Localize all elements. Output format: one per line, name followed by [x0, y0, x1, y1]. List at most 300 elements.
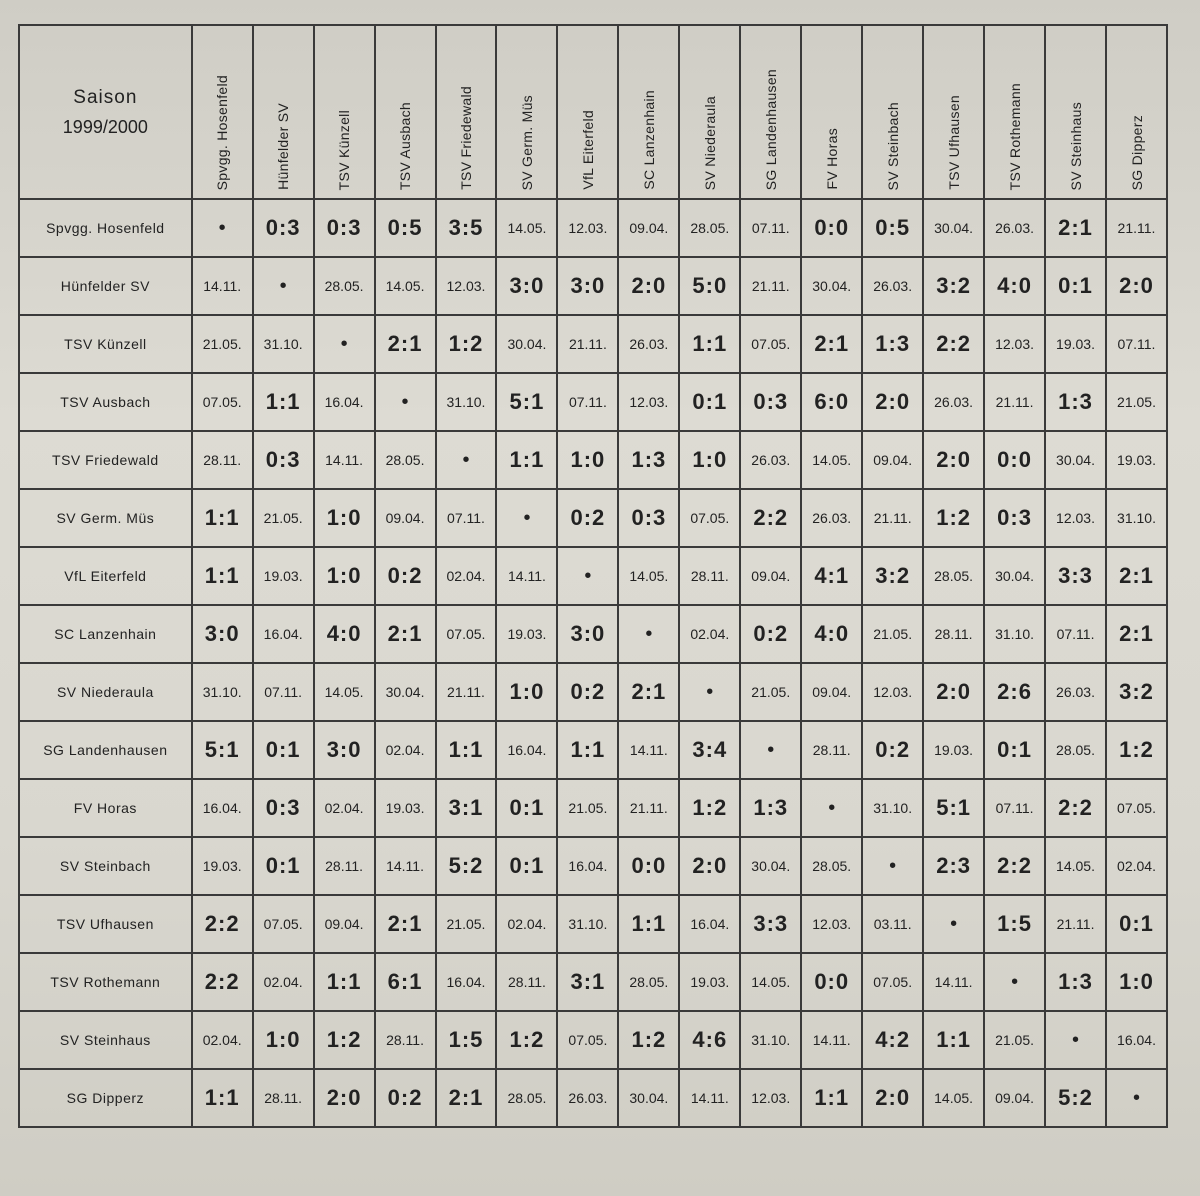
column-header-label: Hünfelder SV	[275, 103, 292, 190]
date-cell: 09.04.	[862, 431, 923, 489]
date-cell: 30.04.	[375, 663, 436, 721]
row-header-team: TSV Ufhausen	[19, 895, 192, 953]
result-cell: 0:0	[984, 431, 1045, 489]
date-cell: 21.05.	[436, 895, 497, 953]
table-row	[19, 663, 1167, 721]
result-cell: 5:2	[436, 837, 497, 895]
date-cell: 07.11.	[740, 199, 801, 257]
date-cell: 21.11.	[1106, 199, 1167, 257]
result-cell: 0:1	[984, 721, 1045, 779]
date-cell: 14.05.	[923, 1069, 984, 1127]
row-header-team: VfL Eiterfeld	[19, 547, 192, 605]
date-cell: 19.03.	[1045, 315, 1106, 373]
result-cell: 4:6	[679, 1011, 740, 1069]
row-header-team: SV Niederaula	[19, 663, 192, 721]
result-cell: 0:3	[984, 489, 1045, 547]
self-match-cell: •	[253, 257, 314, 315]
column-header-label: TSV Künzell	[336, 109, 353, 190]
result-cell: 2:3	[923, 837, 984, 895]
date-cell: 28.11.	[679, 547, 740, 605]
date-cell: 31.10.	[192, 663, 253, 721]
result-cell: 2:1	[375, 895, 436, 953]
date-cell: 14.05.	[801, 431, 862, 489]
date-cell: 02.04.	[192, 1011, 253, 1069]
date-cell: 19.03.	[679, 953, 740, 1011]
table-row	[19, 895, 1167, 953]
table-row	[19, 257, 1167, 315]
date-cell: 21.11.	[862, 489, 923, 547]
column-header-label: TSV Friedewald	[457, 86, 474, 190]
date-cell: 21.05.	[253, 489, 314, 547]
date-cell: 07.05.	[436, 605, 497, 663]
result-cell: 6:0	[801, 373, 862, 431]
result-cell: 1:1	[314, 953, 375, 1011]
result-cell: 2:2	[192, 953, 253, 1011]
date-cell: 14.11.	[679, 1069, 740, 1127]
date-cell: 26.03.	[984, 199, 1045, 257]
row-header-team: SV Steinbach	[19, 837, 192, 895]
result-cell: 4:0	[314, 605, 375, 663]
column-header-label: Spvgg. Hosenfeld	[214, 74, 231, 190]
result-cell: 1:3	[740, 779, 801, 837]
date-cell: 16.04.	[1106, 1011, 1167, 1069]
date-cell: 21.11.	[740, 257, 801, 315]
result-cell: 3:3	[1045, 547, 1106, 605]
date-cell: 07.05.	[740, 315, 801, 373]
result-cell: 1:1	[496, 431, 557, 489]
date-cell: 02.04.	[253, 953, 314, 1011]
result-cell: 1:1	[192, 547, 253, 605]
self-match-cell: •	[740, 721, 801, 779]
table-row	[19, 779, 1167, 837]
row-header-team: TSV Friedewald	[19, 431, 192, 489]
date-cell: 30.04.	[923, 199, 984, 257]
result-cell: 5:1	[496, 373, 557, 431]
date-cell: 21.05.	[1106, 373, 1167, 431]
result-cell: 0:1	[496, 837, 557, 895]
result-cell: 2:0	[862, 373, 923, 431]
result-cell: 0:3	[253, 199, 314, 257]
self-match-cell: •	[496, 489, 557, 547]
result-cell: 2:0	[618, 257, 679, 315]
self-match-cell: •	[314, 315, 375, 373]
result-cell: 5:0	[679, 257, 740, 315]
row-header-team: Spvgg. Hosenfeld	[19, 199, 192, 257]
result-cell: 2:2	[923, 315, 984, 373]
result-cell: 2:0	[1106, 257, 1167, 315]
self-match-cell: •	[801, 779, 862, 837]
date-cell: 26.03.	[1045, 663, 1106, 721]
date-cell: 21.05.	[557, 779, 618, 837]
date-cell: 28.05.	[618, 953, 679, 1011]
result-cell: 0:1	[496, 779, 557, 837]
result-cell: 1:5	[436, 1011, 497, 1069]
date-cell: 28.05.	[1045, 721, 1106, 779]
date-cell: 09.04.	[984, 1069, 1045, 1127]
date-cell: 30.04.	[1045, 431, 1106, 489]
date-cell: 21.05.	[192, 315, 253, 373]
date-cell: 30.04.	[801, 257, 862, 315]
date-cell: 09.04.	[740, 547, 801, 605]
date-cell: 31.10.	[253, 315, 314, 373]
self-match-cell: •	[557, 547, 618, 605]
date-cell: 14.11.	[496, 547, 557, 605]
result-cell: 0:1	[1045, 257, 1106, 315]
result-cell: 1:2	[496, 1011, 557, 1069]
date-cell: 14.05.	[618, 547, 679, 605]
result-cell: 0:2	[557, 489, 618, 547]
column-header-team	[984, 25, 1045, 199]
result-cell: 2:2	[1045, 779, 1106, 837]
date-cell: 14.05.	[496, 199, 557, 257]
date-cell: 30.04.	[618, 1069, 679, 1127]
result-cell: 2:1	[375, 605, 436, 663]
date-cell: 19.03.	[1106, 431, 1167, 489]
date-cell: 16.04.	[557, 837, 618, 895]
result-cell: 0:5	[862, 199, 923, 257]
date-cell: 21.11.	[436, 663, 497, 721]
date-cell: 14.05.	[740, 953, 801, 1011]
column-header-team	[436, 25, 497, 199]
date-cell: 31.10.	[436, 373, 497, 431]
date-cell: 28.11.	[496, 953, 557, 1011]
table-row	[19, 1011, 1167, 1069]
result-cell: 1:1	[436, 721, 497, 779]
result-cell: 1:0	[557, 431, 618, 489]
date-cell: 16.04.	[314, 373, 375, 431]
result-cell: 1:3	[1045, 953, 1106, 1011]
result-cell: 4:0	[801, 605, 862, 663]
result-cell: 2:2	[192, 895, 253, 953]
date-cell: 28.05.	[496, 1069, 557, 1127]
column-header-team	[375, 25, 436, 199]
date-cell: 16.04.	[253, 605, 314, 663]
result-cell: 5:1	[923, 779, 984, 837]
table-row	[19, 315, 1167, 373]
result-cell: 0:0	[618, 837, 679, 895]
result-cell: 0:1	[679, 373, 740, 431]
date-cell: 02.04.	[1106, 837, 1167, 895]
date-cell: 19.03.	[192, 837, 253, 895]
date-cell: 21.11.	[1045, 895, 1106, 953]
date-cell: 28.11.	[192, 431, 253, 489]
result-cell: 0:1	[253, 837, 314, 895]
result-cell: 6:1	[375, 953, 436, 1011]
result-cell: 0:2	[375, 1069, 436, 1127]
column-header-label: TSV Ufhausen	[945, 95, 962, 190]
date-cell: 16.04.	[679, 895, 740, 953]
result-cell: 1:0	[496, 663, 557, 721]
result-cell: 1:3	[618, 431, 679, 489]
date-cell: 07.05.	[253, 895, 314, 953]
date-cell: 07.11.	[436, 489, 497, 547]
result-cell: 1:1	[192, 1069, 253, 1127]
result-cell: 2:6	[984, 663, 1045, 721]
date-cell: 09.04.	[801, 663, 862, 721]
result-cell: 2:1	[1106, 547, 1167, 605]
table-row	[19, 953, 1167, 1011]
table-row	[19, 721, 1167, 779]
result-cell: 3:0	[496, 257, 557, 315]
season-title: Saison	[73, 86, 138, 108]
date-cell: 02.04.	[436, 547, 497, 605]
column-header-label: SV Germ. Müs	[518, 94, 535, 190]
result-cell: 1:1	[923, 1011, 984, 1069]
date-cell: 14.11.	[618, 721, 679, 779]
date-cell: 21.11.	[557, 315, 618, 373]
date-cell: 07.11.	[253, 663, 314, 721]
result-cell: 2:2	[984, 837, 1045, 895]
result-cell: 2:1	[375, 315, 436, 373]
self-match-cell: •	[375, 373, 436, 431]
result-cell: 1:2	[436, 315, 497, 373]
date-cell: 03.11.	[862, 895, 923, 953]
date-cell: 07.11.	[557, 373, 618, 431]
result-cell: 3:1	[436, 779, 497, 837]
date-cell: 02.04.	[375, 721, 436, 779]
date-cell: 07.05.	[192, 373, 253, 431]
date-cell: 26.03.	[862, 257, 923, 315]
row-header-team: SC Lanzenhain	[19, 605, 192, 663]
result-cell: 0:3	[253, 431, 314, 489]
results-crosstable	[18, 24, 1168, 1128]
column-header-team	[801, 25, 862, 199]
date-cell: 14.05.	[1045, 837, 1106, 895]
result-cell: 3:0	[314, 721, 375, 779]
self-match-cell: •	[984, 953, 1045, 1011]
column-header-team	[862, 25, 923, 199]
date-cell: 21.05.	[862, 605, 923, 663]
date-cell: 21.11.	[618, 779, 679, 837]
date-cell: 21.05.	[984, 1011, 1045, 1069]
result-cell: 1:0	[253, 1011, 314, 1069]
date-cell: 28.05.	[923, 547, 984, 605]
result-cell: 0:5	[375, 199, 436, 257]
self-match-cell: •	[679, 663, 740, 721]
column-header-team	[253, 25, 314, 199]
date-cell: 28.05.	[801, 837, 862, 895]
result-cell: 0:2	[862, 721, 923, 779]
date-cell: 26.03.	[740, 431, 801, 489]
date-cell: 12.03.	[984, 315, 1045, 373]
row-header-team: TSV Künzell	[19, 315, 192, 373]
column-header-label: SV Steinhaus	[1067, 101, 1084, 190]
column-header-label: TSV Rothemann	[1006, 82, 1023, 190]
date-cell: 02.04.	[679, 605, 740, 663]
result-cell: 0:3	[618, 489, 679, 547]
result-cell: 0:1	[1106, 895, 1167, 953]
table-row	[19, 547, 1167, 605]
date-cell: 28.11.	[314, 837, 375, 895]
date-cell: 12.03.	[618, 373, 679, 431]
date-cell: 07.05.	[1106, 779, 1167, 837]
row-header-team: Hünfelder SV	[19, 257, 192, 315]
date-cell: 07.11.	[1045, 605, 1106, 663]
row-header-team: TSV Ausbach	[19, 373, 192, 431]
table-row	[19, 199, 1167, 257]
date-cell: 21.11.	[984, 373, 1045, 431]
result-cell: 3:0	[192, 605, 253, 663]
result-cell: 2:0	[314, 1069, 375, 1127]
self-match-cell: •	[1045, 1011, 1106, 1069]
result-cell: 1:2	[1106, 721, 1167, 779]
date-cell: 14.05.	[314, 663, 375, 721]
date-cell: 19.03.	[253, 547, 314, 605]
result-cell: 2:2	[740, 489, 801, 547]
result-cell: 2:1	[436, 1069, 497, 1127]
result-cell: 1:3	[1045, 373, 1106, 431]
column-header-team	[740, 25, 801, 199]
date-cell: 16.04.	[436, 953, 497, 1011]
date-cell: 14.11.	[192, 257, 253, 315]
column-header-team	[314, 25, 375, 199]
column-header-team	[192, 25, 253, 199]
date-cell: 14.05.	[375, 257, 436, 315]
column-header-label: SG Landenhausen	[762, 68, 779, 190]
season-years: 1999/2000	[62, 116, 148, 137]
result-cell: 3:0	[557, 257, 618, 315]
result-cell: 1:1	[557, 721, 618, 779]
result-cell: 2:1	[618, 663, 679, 721]
column-header-label: VfL Eiterfeld	[579, 110, 596, 190]
date-cell: 07.05.	[557, 1011, 618, 1069]
column-header-label: SG Dipperz	[1128, 114, 1145, 190]
date-cell: 30.04.	[740, 837, 801, 895]
result-cell: 0:1	[253, 721, 314, 779]
result-cell: 1:2	[618, 1011, 679, 1069]
result-cell: 4:2	[862, 1011, 923, 1069]
result-cell: 3:3	[740, 895, 801, 953]
result-cell: 1:0	[314, 547, 375, 605]
date-cell: 09.04.	[314, 895, 375, 953]
table-row	[19, 431, 1167, 489]
result-cell: 1:1	[679, 315, 740, 373]
date-cell: 07.11.	[984, 779, 1045, 837]
header-row	[19, 25, 1167, 199]
self-match-cell: •	[862, 837, 923, 895]
table-row	[19, 489, 1167, 547]
date-cell: 12.03.	[436, 257, 497, 315]
date-cell: 26.03.	[557, 1069, 618, 1127]
column-header-label: TSV Ausbach	[397, 101, 414, 190]
result-cell: 1:1	[618, 895, 679, 953]
result-cell: 3:2	[862, 547, 923, 605]
self-match-cell: •	[436, 431, 497, 489]
date-cell: 14.11.	[314, 431, 375, 489]
column-header-label: SV Steinbach	[884, 101, 901, 190]
result-cell: 5:1	[192, 721, 253, 779]
result-cell: 0:0	[801, 199, 862, 257]
season-label	[19, 25, 192, 199]
self-match-cell: •	[192, 199, 253, 257]
column-header-team	[1045, 25, 1106, 199]
result-cell: 3:2	[1106, 663, 1167, 721]
date-cell: 16.04.	[496, 721, 557, 779]
date-cell: 16.04.	[192, 779, 253, 837]
date-cell: 31.10.	[984, 605, 1045, 663]
results-body	[19, 199, 1167, 1127]
result-cell: 1:5	[984, 895, 1045, 953]
column-header-team	[618, 25, 679, 199]
date-cell: 12.03.	[862, 663, 923, 721]
result-cell: 2:0	[862, 1069, 923, 1127]
result-cell: 1:2	[679, 779, 740, 837]
self-match-cell: •	[923, 895, 984, 953]
column-header-label: SC Lanzenhain	[640, 90, 657, 190]
date-cell: 14.11.	[923, 953, 984, 1011]
date-cell: 14.11.	[801, 1011, 862, 1069]
date-cell: 19.03.	[375, 779, 436, 837]
row-header-team: SG Dipperz	[19, 1069, 192, 1127]
date-cell: 28.05.	[375, 431, 436, 489]
column-header-team	[1106, 25, 1167, 199]
date-cell: 21.05.	[740, 663, 801, 721]
date-cell: 28.05.	[314, 257, 375, 315]
result-cell: 3:5	[436, 199, 497, 257]
date-cell: 31.10.	[557, 895, 618, 953]
date-cell: 31.10.	[862, 779, 923, 837]
date-cell: 09.04.	[618, 199, 679, 257]
result-cell: 1:1	[801, 1069, 862, 1127]
date-cell: 30.04.	[496, 315, 557, 373]
result-cell: 1:1	[253, 373, 314, 431]
row-header-team: FV Horas	[19, 779, 192, 837]
table-row	[19, 605, 1167, 663]
result-cell: 1:1	[192, 489, 253, 547]
date-cell: 07.11.	[1106, 315, 1167, 373]
column-header-label: SV Niederaula	[701, 95, 718, 190]
row-header-team: TSV Rothemann	[19, 953, 192, 1011]
date-cell: 28.05.	[679, 199, 740, 257]
column-header-team	[496, 25, 557, 199]
column-header-label: FV Horas	[823, 128, 840, 190]
date-cell: 26.03.	[801, 489, 862, 547]
result-cell: 1:2	[314, 1011, 375, 1069]
date-cell: 02.04.	[314, 779, 375, 837]
result-cell: 0:2	[740, 605, 801, 663]
table-row	[19, 1069, 1167, 1127]
row-header-team: SV Steinhaus	[19, 1011, 192, 1069]
table-row	[19, 373, 1167, 431]
column-header-team	[557, 25, 618, 199]
result-cell: 2:0	[923, 431, 984, 489]
result-cell: 3:0	[557, 605, 618, 663]
date-cell: 28.11.	[375, 1011, 436, 1069]
date-cell: 09.04.	[375, 489, 436, 547]
result-cell: 0:2	[375, 547, 436, 605]
date-cell: 30.04.	[984, 547, 1045, 605]
date-cell: 12.03.	[740, 1069, 801, 1127]
result-cell: 4:0	[984, 257, 1045, 315]
result-cell: 2:0	[679, 837, 740, 895]
result-cell: 0:3	[314, 199, 375, 257]
self-match-cell: •	[618, 605, 679, 663]
date-cell: 28.11.	[801, 721, 862, 779]
date-cell: 26.03.	[923, 373, 984, 431]
date-cell: 31.10.	[740, 1011, 801, 1069]
result-cell: 0:3	[740, 373, 801, 431]
result-cell: 1:3	[862, 315, 923, 373]
date-cell: 19.03.	[923, 721, 984, 779]
date-cell: 14.11.	[375, 837, 436, 895]
result-cell: 0:0	[801, 953, 862, 1011]
result-cell: 5:2	[1045, 1069, 1106, 1127]
result-cell: 2:1	[1045, 199, 1106, 257]
date-cell: 02.04.	[496, 895, 557, 953]
result-cell: 4:1	[801, 547, 862, 605]
self-match-cell: •	[1106, 1069, 1167, 1127]
result-cell: 3:1	[557, 953, 618, 1011]
